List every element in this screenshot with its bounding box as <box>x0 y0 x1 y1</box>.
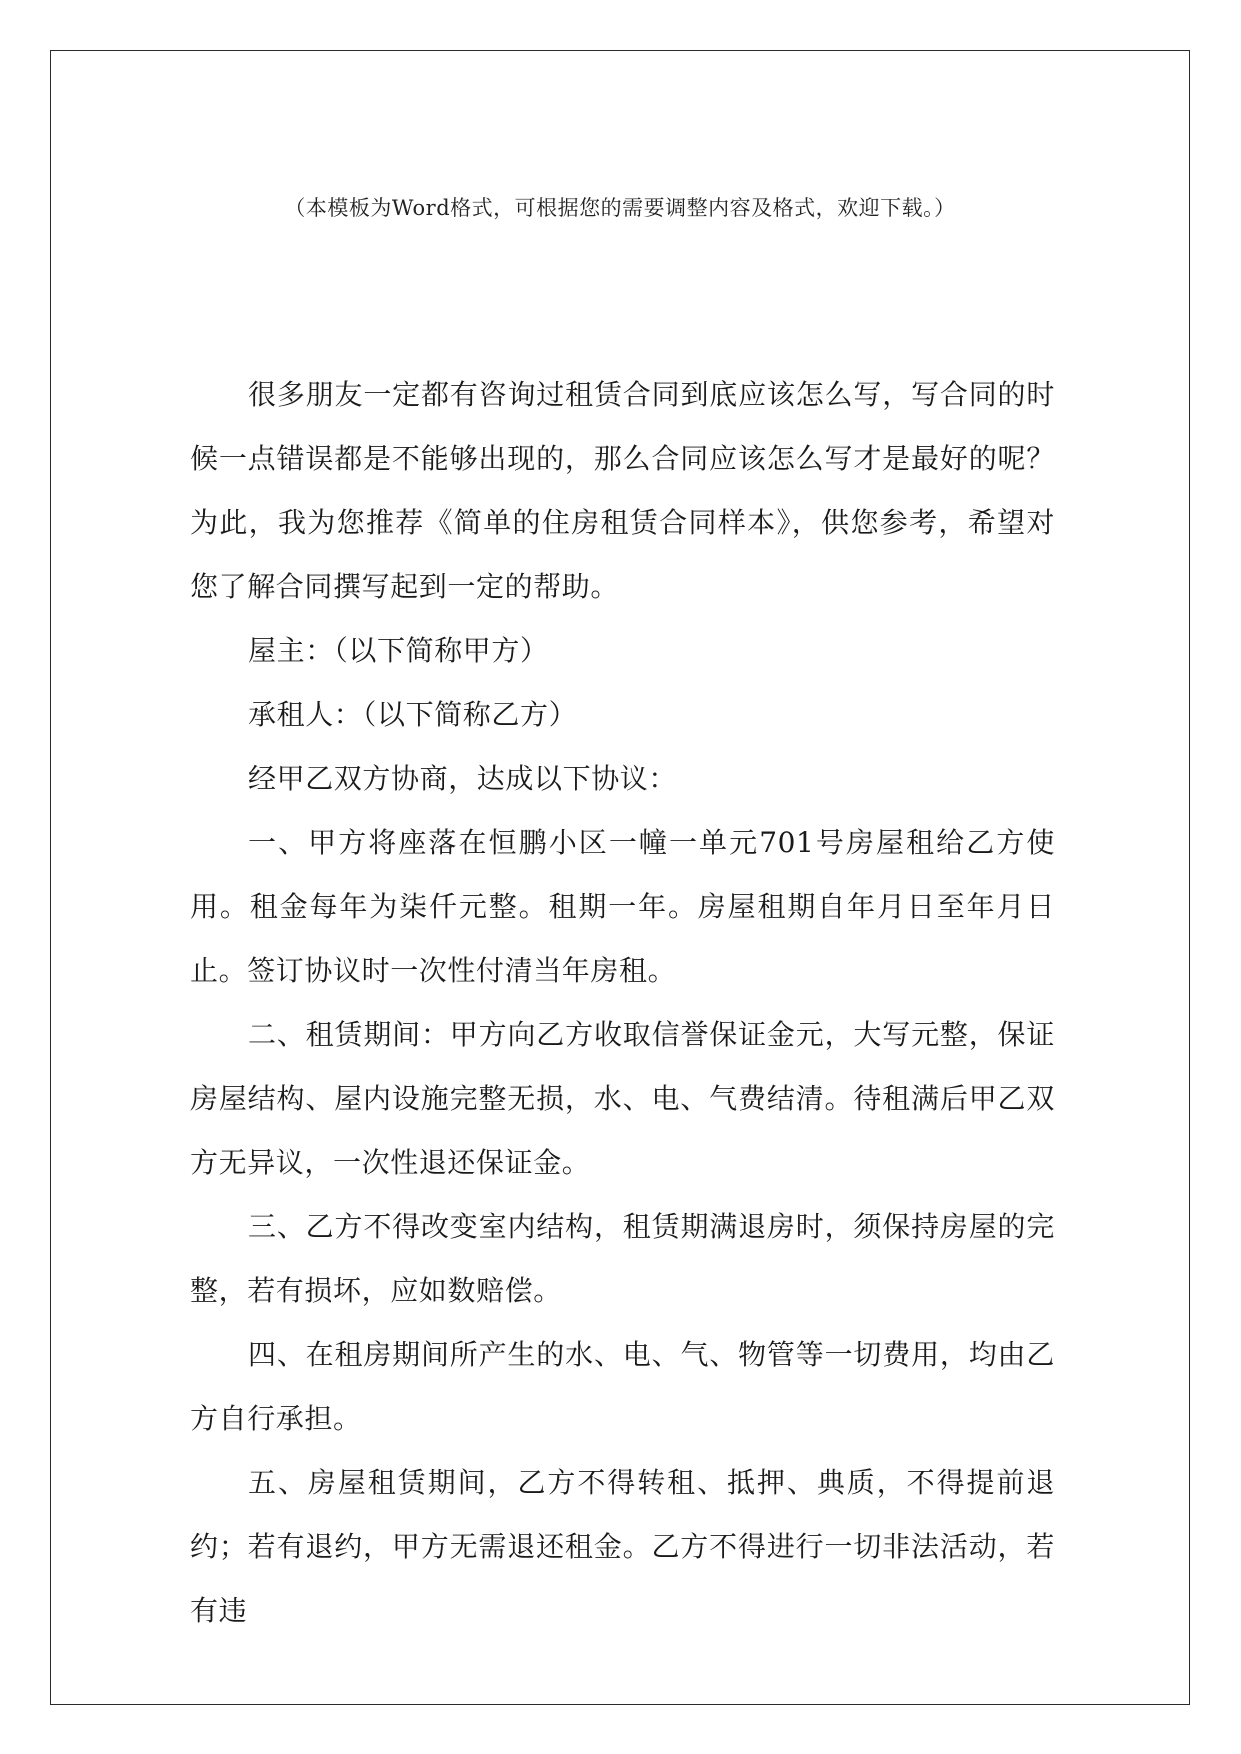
agreement-intro: 经甲乙双方协商，达成以下协议： <box>248 762 678 795</box>
clause-5: 五、房屋租赁期间，乙方不得转租、抵押、典质，不得提前退约；若有退约，甲方无需退还租金。乙方不得进行一切非法活动，若有违 <box>190 1466 1055 1627</box>
clause-4: 四、在租房期间所产生的水、电、气、物管等一切费用，均由乙方自行承担。 <box>190 1338 1055 1435</box>
intro-paragraph: 很多朋友一定都有咨询过租赁合同到底应该怎么写，写合同的时候一点错误都是不能够出现的，那么合同应该怎么写才是最好的呢？为此，我为您推荐《简单的住房租赁合同样本》，供您参考，希望对您了解合同撰写起到一定的帮助。 <box>190 378 1055 603</box>
tenant-line: 承租人：（以下简称乙方） <box>248 698 578 731</box>
landlord-line: 屋主：（以下简称甲方） <box>248 634 549 667</box>
clause-1: 一、甲方将座落在恒鹏小区一幢一单元701号房屋租给乙方使用。租金每年为柒仟元整。租期一年。房屋租期自年月日至年月日止。签订协议时一次性付清当年房租。 <box>190 826 1055 987</box>
document-body <box>190 363 1055 1643</box>
template-note: （本模板为Word格式，可根据您的需要调整内容及格式，欢迎下载。） <box>284 196 956 220</box>
clause-2: 二、租赁期间：甲方向乙方收取信誉保证金元，大写元整，保证房屋结构、屋内设施完整无损，水、电、气费结清。待租满后甲乙双方无异议，一次性退还保证金。 <box>190 1018 1055 1179</box>
clause-3: 三、乙方不得改变室内结构，租赁期满退房时，须保持房屋的完整，若有损坏，应如数赔偿。 <box>190 1210 1055 1307</box>
